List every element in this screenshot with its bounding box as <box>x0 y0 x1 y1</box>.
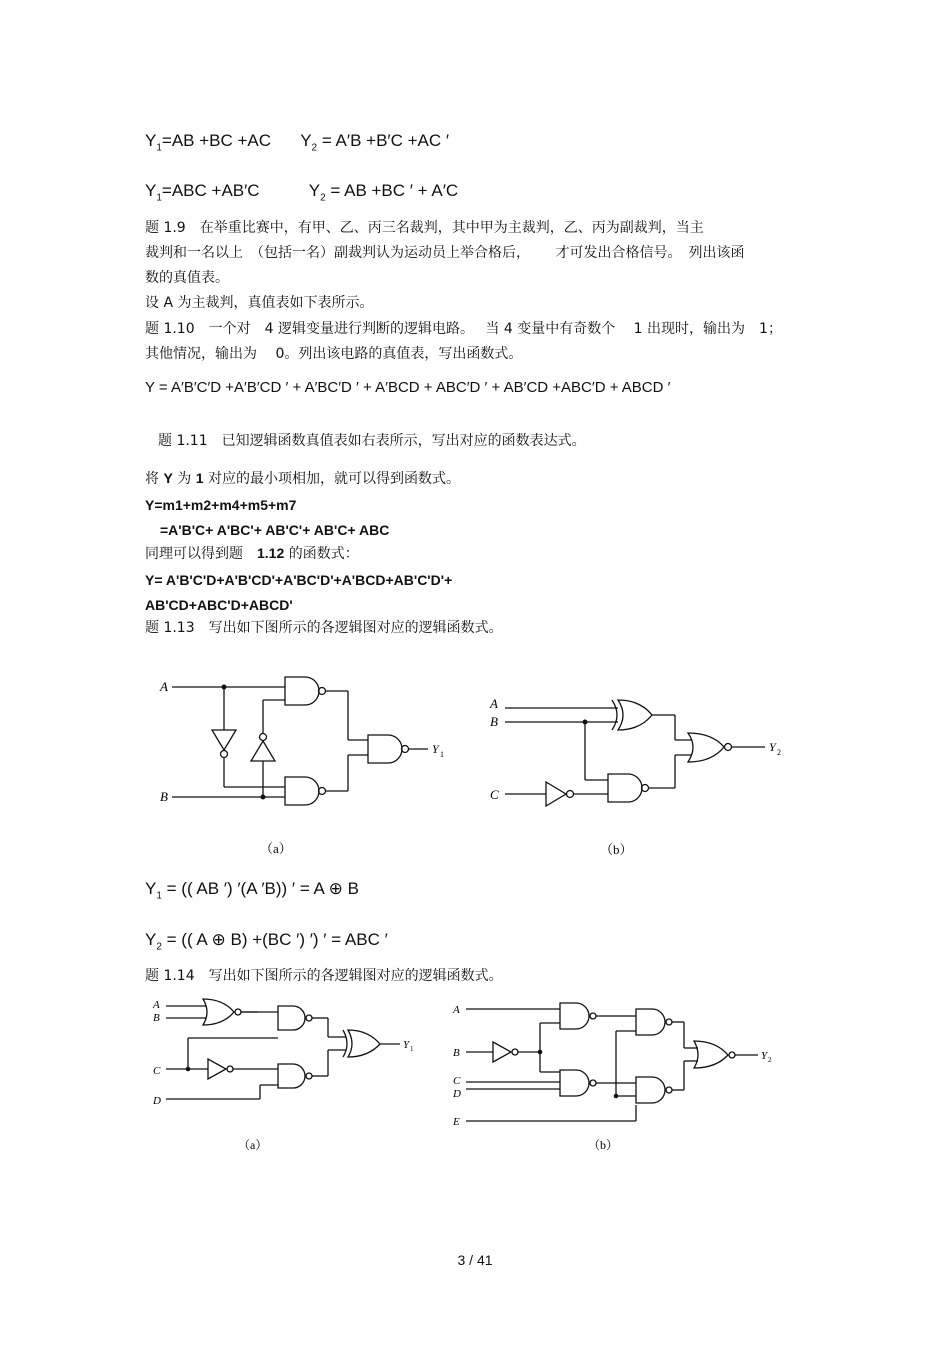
svg-text:B: B <box>490 714 498 729</box>
label-A: A <box>160 679 168 694</box>
problem-1-14-title: 题 1.14 写出如下图所示的各逻辑图对应的逻辑函数式。 <box>145 968 503 984</box>
svg-text:Y: Y <box>403 1039 410 1051</box>
problem-1-9-line-1: 题 1.9 在举重比赛中，有甲、乙、丙三名裁判，其中甲为主裁判，乙、丙为副裁判，当主 <box>145 220 704 236</box>
caption-b: （b） <box>600 842 633 857</box>
circuit-1-13a <box>150 660 460 864</box>
svg-text:Y: Y <box>761 1050 768 1062</box>
y1-eq-b: =ABC +AB′C <box>161 181 260 200</box>
svg-text:2: 2 <box>777 748 781 757</box>
svg-text:1: 1 <box>410 1045 414 1053</box>
svg-text:Y: Y <box>432 742 439 756</box>
y2-eq-b: = AB +BC ′ + A′C <box>330 181 459 200</box>
svg-text:E: E <box>453 1116 460 1128</box>
caption-1-14a: （a） <box>238 1138 268 1152</box>
page-number: 3 / 41 <box>457 1252 493 1268</box>
problem-1-12-expression-line-2: AB'CD+ABC'D+ABCD' <box>145 597 293 613</box>
svg-text:C: C <box>153 1065 161 1077</box>
svg-text:C: C <box>453 1075 461 1087</box>
svg-text:B: B <box>153 1012 160 1024</box>
problem-1-11-line-1: 题 1.11 已知逻辑函数真值表如右表所示，写出对应的函数表达式。 <box>158 433 586 449</box>
label-B: B <box>160 789 168 804</box>
y1-eq-a: =AB +BC +AC <box>161 131 272 150</box>
svg-text:Y: Y <box>769 740 776 754</box>
problem-1-13-title: 题 1.13 写出如下图所示的各逻辑图对应的逻辑函数式。 <box>145 620 503 636</box>
caption-1-14b: （b） <box>588 1138 619 1152</box>
minterm-expression: =A'B'C+ A'BC'+ AB'C'+ AB'C+ ABC <box>160 522 390 538</box>
y2-eq-a: = A′B +B′C +AC ′ <box>321 131 450 150</box>
svg-text:C: C <box>490 787 499 802</box>
svg-text:D: D <box>153 1095 161 1107</box>
circuit-1-14a <box>148 992 428 1161</box>
minterm-sum: Y=m1+m2+m4+m5+m7 <box>145 497 297 513</box>
problem-1-10-equation: Y = A′B′C′D +A′B′CD ′ + A′BC′D ′ + A′BCD + ABC′D ′ + AB′CD +ABC′D + ABCD ′ <box>145 379 671 396</box>
svg-text:A: A <box>490 696 498 711</box>
svg-text:D: D <box>453 1088 461 1100</box>
answer-y1: $Y_1$ = (( AB ′) ′(A ′B)) ′ = A ⊕ B <box>145 879 359 902</box>
svg-text:2: 2 <box>768 1056 772 1064</box>
svg-text:A: A <box>153 999 160 1011</box>
problem-1-12-expression-line-1: Y= A'B'C'D+A'B'CD'+A'BC'D'+A'BCD+AB'C'D'+ <box>145 572 453 588</box>
problem-1-11-line-2: 将 Y 为 1 对应的最小项相加，就可以得到函数式。 <box>145 470 460 487</box>
problem-1-10-line-2: 其他情况，输出为 0。列出该电路的真值表，写出函数式。 <box>145 346 523 362</box>
circuit-1-13b <box>480 680 800 864</box>
problem-1-9-answer: 设 A 为主裁判，真值表如下表所示。 <box>145 295 374 311</box>
equation-line-1: $Y_1=AB +BC +AC$ $Y_2 = A'B +B'C +AC$ ′ <box>145 131 450 154</box>
circuit-1-14b <box>448 995 788 1159</box>
svg-text:B: B <box>453 1047 460 1059</box>
problem-1-9-line-3: 数的真值表。 <box>145 270 229 286</box>
svg-text:1: 1 <box>440 750 444 759</box>
answer-y2: $Y_2$ = (( A ⊕ B) +(BC ′) ′) ′ = ABC ′ <box>145 930 388 953</box>
problem-1-12-intro: 同理可以得到题 1.12 的函数式： <box>145 545 359 562</box>
problem-1-10-line-1: 题 1.10 一个对 4 逻辑变量进行判断的逻辑电路。 当 4 变量中有奇数个 1 出现时，输出为 1； <box>145 321 782 337</box>
caption-a: （a） <box>260 841 292 856</box>
problem-1-9-line-2: 裁判和一名以上 （包括一名）副裁判认为运动员上举合格后， 才可发出合格信号。 列出该函 <box>145 245 745 261</box>
equation-line-2: $Y_1=ABC +AB'C$ $Y_2$ = AB +BC ′ + A′C <box>145 181 459 204</box>
svg-text:A: A <box>453 1004 460 1016</box>
